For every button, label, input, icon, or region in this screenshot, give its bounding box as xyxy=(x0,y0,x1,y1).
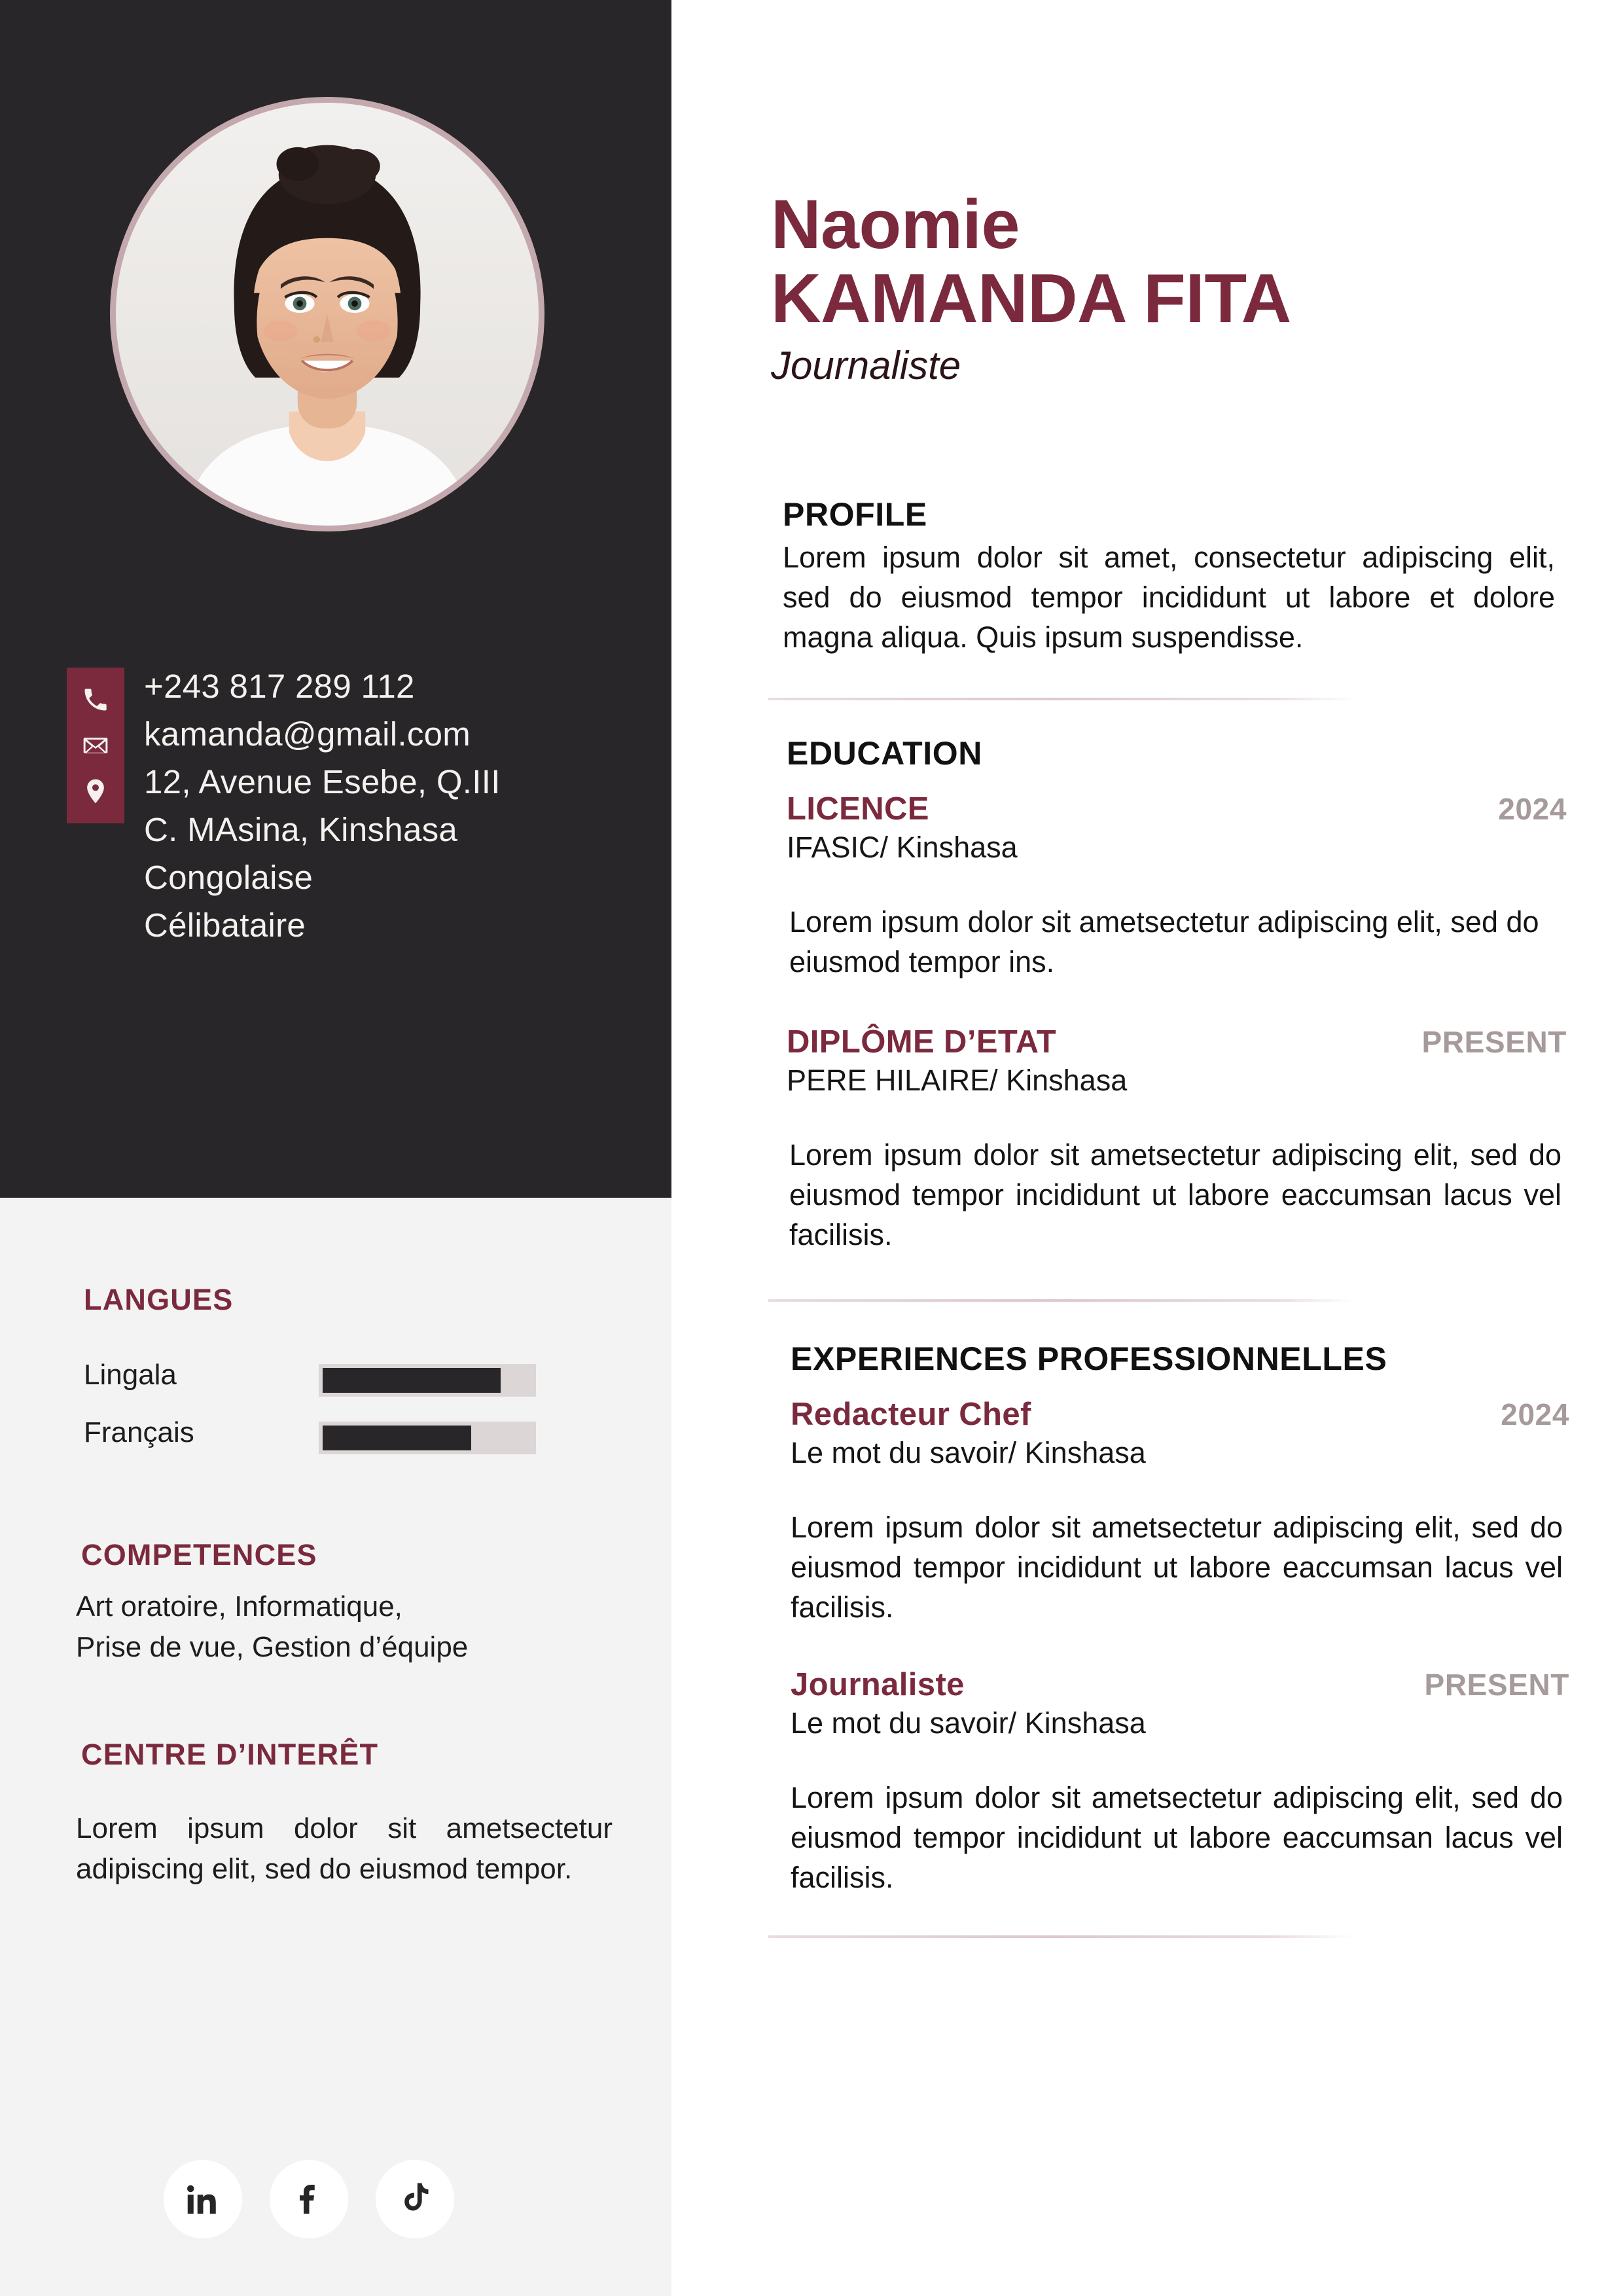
location-pin-icon xyxy=(81,777,110,806)
language-name: Lingala xyxy=(84,1359,177,1391)
language-level-track xyxy=(319,1422,536,1454)
main-inner xyxy=(771,0,1579,1938)
profile-heading: PROFILE xyxy=(783,496,927,533)
linkedin-button[interactable] xyxy=(164,2160,242,2238)
interests-section xyxy=(0,1738,671,1890)
main-column xyxy=(671,0,1623,2296)
education-entry-date: 2024 xyxy=(1498,792,1567,826)
skills-section xyxy=(0,1538,671,1668)
section-divider xyxy=(768,698,1583,700)
experience-entry xyxy=(771,1396,1579,1627)
avatar xyxy=(110,97,544,531)
language-level-fill xyxy=(323,1426,471,1450)
education-entry xyxy=(771,1024,1579,1255)
education-section xyxy=(771,734,1579,1255)
profile-section xyxy=(771,495,1579,657)
experience-entry-description: Lorem ipsum dolor sit ametsectetur adipiscing elit, sed do eiusmod tempor incididunt ut labore eaccumsan lacus vel facilisis. xyxy=(791,1781,1563,1894)
last-name: KAMANDA FITA xyxy=(771,260,1291,337)
facebook-button[interactable] xyxy=(270,2160,348,2238)
education-entry-description: Lorem ipsum dolor sit ametsectetur adipiscing elit, sed do eiusmod tempor ins. xyxy=(789,905,1539,978)
education-entry-title: LICENCE xyxy=(787,791,929,827)
experience-entry-date: PRESENT xyxy=(1424,1668,1569,1702)
language-row xyxy=(0,1355,671,1412)
education-entry-title: DIPLÔME D’ETAT xyxy=(787,1024,1057,1060)
profile-photo-illustration xyxy=(116,103,539,526)
tiktok-icon xyxy=(395,2179,435,2219)
first-name: Naomie xyxy=(771,186,1020,263)
education-entry-institution: PERE HILAIRE/ Kinshasa xyxy=(787,1064,1128,1097)
education-entry-institution: IFASIC/ Kinshasa xyxy=(787,831,1018,864)
section-divider xyxy=(768,1935,1583,1938)
contact-address-line2: C. MAsina, Kinshasa xyxy=(144,811,458,848)
education-entry-date: PRESENT xyxy=(1421,1025,1567,1059)
contact-marital-status: Célibataire xyxy=(144,906,306,944)
experience-heading: EXPERIENCES PROFESSIONNELLES xyxy=(791,1340,1387,1377)
contact-address-line1: 12, Avenue Esebe, Q.III xyxy=(144,763,501,800)
experience-entry-company: Le mot du savoir/ Kinshasa xyxy=(791,1706,1146,1740)
contact-icon-bar xyxy=(67,668,124,823)
contact-nationality: Congolaise xyxy=(144,859,313,896)
skills-line-1: Art oratoire, Informatique, xyxy=(76,1590,402,1623)
interests-heading: CENTRE D’INTERÊT xyxy=(81,1738,379,1771)
experience-entry xyxy=(771,1666,1579,1897)
experience-entry-title: Journaliste xyxy=(791,1667,965,1702)
name-block xyxy=(771,0,1579,388)
experience-section xyxy=(771,1340,1579,1897)
phone-icon xyxy=(81,685,110,714)
education-entry xyxy=(771,791,1579,982)
skills-heading: COMPETENCES xyxy=(81,1538,317,1571)
contact-phone[interactable]: +243 817 289 112 xyxy=(144,668,415,705)
experience-entry-title: Redacteur Chef xyxy=(791,1397,1031,1432)
section-divider xyxy=(768,1299,1583,1302)
experience-entry-description: Lorem ipsum dolor sit ametsectetur adipiscing elit, sed do eiusmod tempor incididunt ut labore eaccumsan lacus vel facilisis. xyxy=(791,1511,1563,1624)
experience-entry-company: Le mot du savoir/ Kinshasa xyxy=(791,1436,1146,1469)
job-title: Journaliste xyxy=(771,344,961,387)
social-links xyxy=(164,2160,454,2238)
education-entry-description: Lorem ipsum dolor sit ametsectetur adipiscing elit, sed do eiusmod tempor incididunt ut labore eaccumsan lacus vel facilisis. xyxy=(789,1138,1561,1251)
profile-text: Lorem ipsum dolor sit amet, consectetur adipiscing elit, sed do eiusmod tempor incididunt ut labore et dolore magna aliqua. Quis ipsum suspendisse. xyxy=(783,541,1555,654)
language-row xyxy=(0,1412,671,1470)
skills-line-2: Prise de vue, Gestion d’équipe xyxy=(76,1631,469,1663)
language-level-fill xyxy=(323,1368,501,1393)
tiktok-button[interactable] xyxy=(376,2160,454,2238)
linkedin-icon xyxy=(183,2179,223,2219)
language-level-track xyxy=(319,1364,536,1397)
experience-entry-date: 2024 xyxy=(1501,1397,1569,1431)
sidebar xyxy=(0,0,671,2296)
languages-heading: LANGUES xyxy=(84,1283,234,1316)
envelope-icon xyxy=(81,731,110,760)
languages-section xyxy=(0,1283,671,1470)
facebook-icon xyxy=(289,2179,329,2219)
interests-text: Lorem ipsum dolor sit ametsectetur adipiscing elit, sed do eiusmod tempor. xyxy=(76,1812,613,1885)
language-name: Français xyxy=(84,1416,194,1448)
education-heading: EDUCATION xyxy=(787,735,982,772)
contact-email[interactable]: kamanda@gmail.com xyxy=(144,715,471,753)
contact-lines xyxy=(144,662,628,949)
